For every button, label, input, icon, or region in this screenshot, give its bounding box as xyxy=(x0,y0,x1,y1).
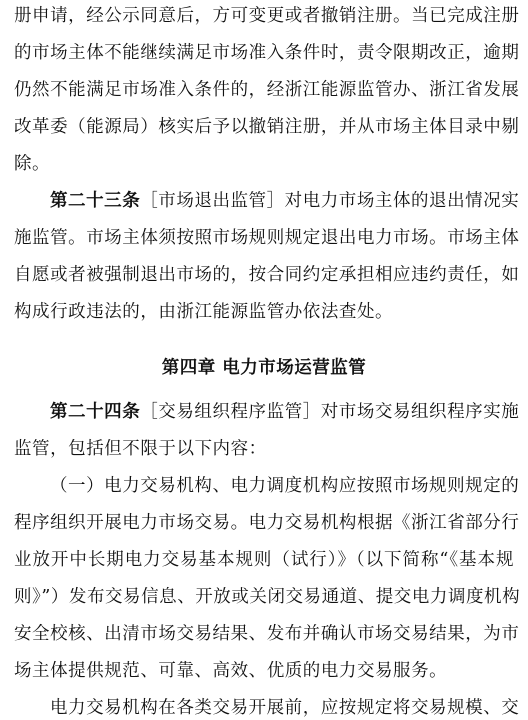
article-24-first-line xyxy=(50,400,520,424)
text-line: 仍然不能满足市场准入条件的，经浙江能源监管办、浙江省发展 xyxy=(14,80,520,100)
article-24-text: ［交易组织程序监管］对市场交易组织程序实施 xyxy=(140,402,520,422)
text-line: 改革委（能源局）核实后予以撤销注册，并从市场主体目录中剔 xyxy=(14,117,520,137)
article-23-text: ［市场退出监管］对电力市场主体的退出情况实 xyxy=(140,191,520,211)
text-line: 程序组织开展电力市场交易。电力交易机构根据《浙江省部分行 xyxy=(14,513,520,533)
text-line: 自愿或者被强制退出市场的，按合同约定承担相应违约责任，如 xyxy=(14,265,520,285)
text-line: 电力交易机构在各类交易开展前，应按规定将交易规模、交 xyxy=(50,698,520,718)
item-1-first-line: （一）电力交易机构、电力调度机构应按照市场规则规定的 xyxy=(50,476,520,496)
text-line: 场主体提供规范、可靠、高效、优质的电力交易服务。 xyxy=(14,661,448,681)
text-line: 业放开中长期电力交易基本规则（试行）》（以下简称“《基本规 xyxy=(14,550,514,570)
text-line: 则》”）发布交易信息、开放或关闭交易通道、提交电力调度机构 xyxy=(14,587,521,607)
chapter-heading: 第四章 电力市场运营监管 xyxy=(161,358,367,378)
text-line: 构成行政违法的，由浙江能源监管办依法查处。 xyxy=(14,302,394,322)
text-line: 册申请，经公示同意后，方可变更或者撤销注册。当已完成注册 xyxy=(14,6,520,26)
text-line: 监管，包括但不限于以下内容： xyxy=(14,439,267,459)
text-line: 安全校核、出清市场交易结果、发布并确认市场交易结果，为市 xyxy=(14,624,520,644)
text-line: 的市场主体不能继续满足市场准入条件时，责令限期改正，逾期 xyxy=(14,43,520,63)
text-line: 除。 xyxy=(14,154,51,174)
article-24-label: 第二十四条 xyxy=(50,402,141,422)
article-23-first-line xyxy=(50,189,520,213)
article-23-label: 第二十三条 xyxy=(50,191,141,211)
text-line: 施监管。市场主体须按照市场规则规定退出电力市场。市场主体 xyxy=(14,228,520,248)
